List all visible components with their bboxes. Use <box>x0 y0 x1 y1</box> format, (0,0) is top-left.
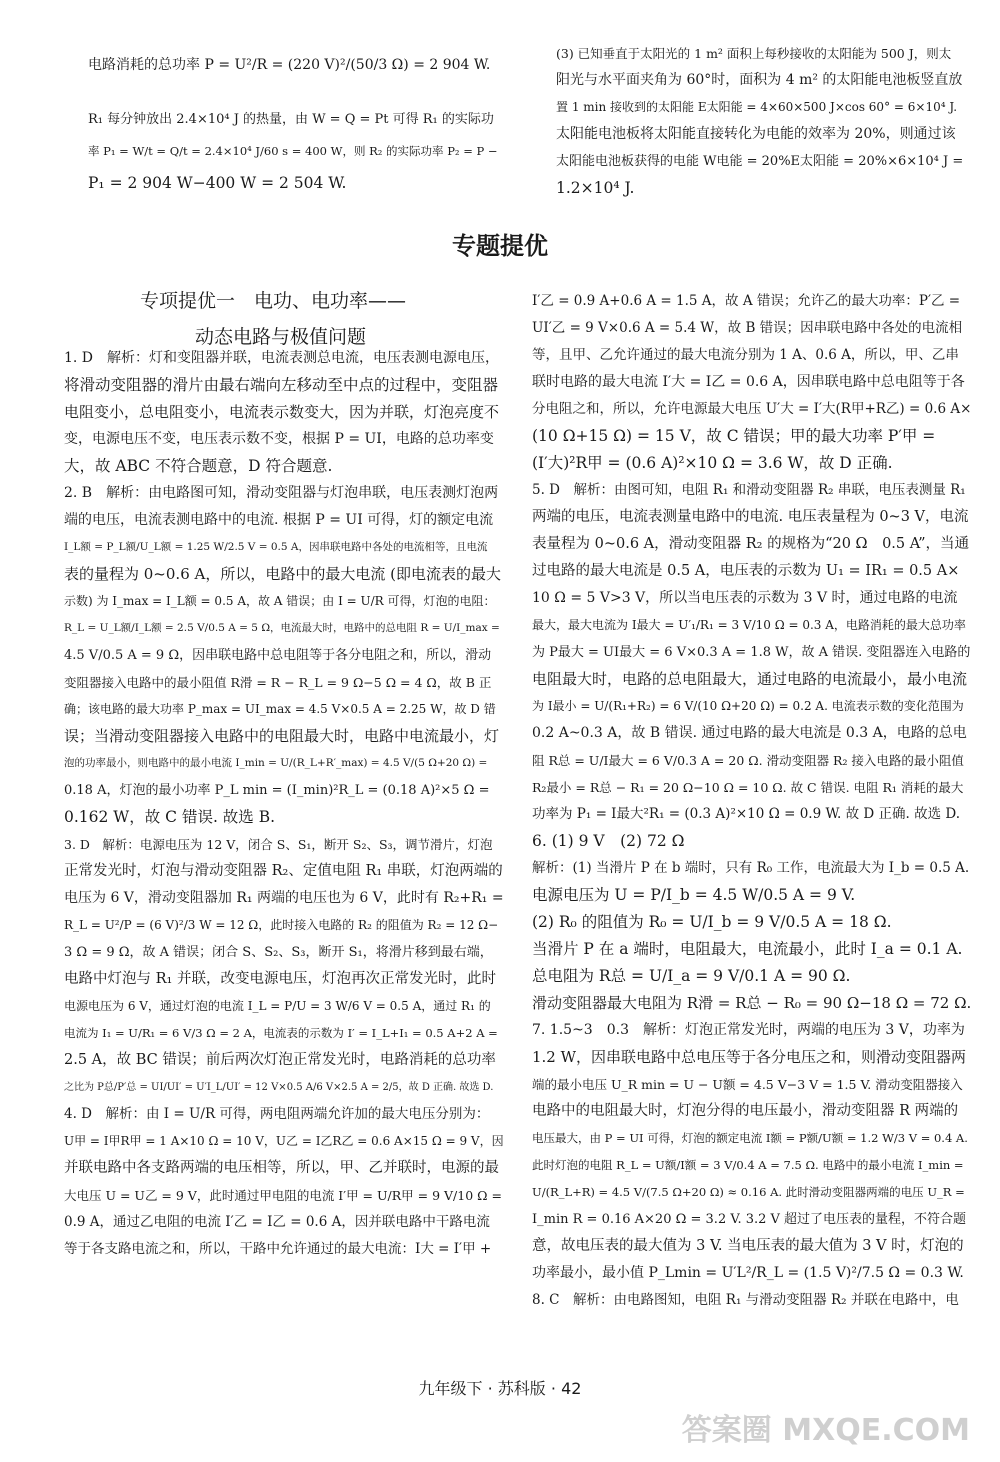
text-line: 电源电压为 U = P/I_b = 4.5 W/0.5 A = 9 V. <box>532 886 856 904</box>
text-line: 电阻变小，总电阻变小，电流表示数变大，因为并联，灯泡亮度不 <box>64 403 500 421</box>
watermark-logo: 答案圈 MXQE.COM <box>681 1413 970 1448</box>
text-line: 功率为 P₁ = I最大²R₁ = (0.3 A)²×10 Ω = 0.9 W. 故 D 正确. 故选 D. <box>532 806 960 822</box>
text-line: 为 P最大 = UI最大 = 6 V×0.3 A = 1.8 W，故 A 错误. 变阻器连入电路的 <box>532 645 971 660</box>
left-column-answers <box>64 345 504 1263</box>
text-line: 分电阻之和，所以，允许电源最大电压 U′大 = I′大(R甲+R乙) = 0.6 A× <box>532 401 972 417</box>
right-column-answers <box>532 288 972 1314</box>
text-line: (I′大)²R甲 = (0.6 A)²×10 Ω = 3.6 W，故 D 正确. <box>532 454 893 472</box>
text-line: 联时电路的最大电流 I′大 = I乙 = 0.6 A，因串联电路中总电阻等于各 <box>532 374 965 390</box>
text-line: 电压为 6 V，滑动变阻器加 R₁ 两端的电压也为 6 V，此时有 R₂+R₁ = <box>64 890 504 906</box>
text-line: 总电阻为 R总 = U/I_a = 9 V/0.1 A = 90 Ω. <box>532 967 851 985</box>
text-line: 解析：(1) 当滑片 P 在 b 端时，只有 R₀ 工作，电流最大为 I_b = 0.5 A. <box>532 860 970 876</box>
text-line: I′乙 = 0.9 A+0.6 A = 1.5 A，故 A 错误；允许乙的最大功率：P′乙 = <box>532 293 961 309</box>
text-line: 为 I最小 = U/(R₁+R₂) = 6 V/(10 Ω+20 Ω) = 0.2 A. 电流表示数的变化范围为 <box>532 699 964 713</box>
text-line: U甲 = I甲R甲 = 1 A×10 Ω = 10 V，U乙 = I乙R乙 = 0.6 A×15 Ω = 9 V，因 <box>64 1134 504 1148</box>
text-line: 最大，最大电流为 I最大 = U′₁/R₁ = 3 V/10 Ω = 0.3 A，电路消耗的最大总功率 <box>532 618 966 632</box>
text-line: 1.2×10⁴ J. <box>556 179 635 197</box>
text-line: 大电压 U = U乙 = 9 V，此时通过甲电阻的电流 I′甲 = U/R甲 = 9 V/10 Ω = <box>64 1188 502 1203</box>
text-line: 0.9 A，通过乙电阻的电流 I′乙 = I乙 = 0.6 A，因并联电路中干路电流 <box>64 1214 490 1230</box>
text-line: 等，且甲、乙允许通过的最大电流分别为 1 A、0.6 A，所以，甲、乙串 <box>532 347 959 363</box>
text-line: 意，故电压表的最大值为 3 V. 当电压表的最大值为 3 V 时，灯泡的 <box>532 1238 964 1254</box>
text-line: 6. (1) 9 V (2) 72 Ω <box>532 832 685 850</box>
text-line: 功率最小，最小值 P_Lmin = U′L²/R_L = (1.5 V)²/7.5 Ω = 0.3 W. <box>532 1265 964 1281</box>
text-line: 阻 R总 = U/I最大 = 6 V/0.3 A = 20 Ω. 滑动变阻器 R₂ 接入电路的最小阻值 <box>532 753 964 768</box>
text-line: 电路消耗的总功率 P = U²/R = (220 V)²/(50/3 Ω) = 2 904 W. <box>88 57 491 73</box>
text-line: 4.5 V/0.5 A = 9 Ω，因串联电路中总电阻等于各分电阻之和，所以，滑动 <box>64 648 492 663</box>
text-line: 电路中灯泡与 R₁ 并联，改变电源电压，灯泡再次正常发光时，此时 <box>64 971 496 987</box>
top-right-text <box>556 40 966 202</box>
text-line: 之比为 P总/P′总 = UI/UI′ = U′I_L/UI′ = 12 V×0.5 A/6 V×2.5 A = 2/5，故 D 正确. 故选 D. <box>64 1082 494 1093</box>
text-line: 示数) 为 I_max = I_L额 = 0.5 A，故 A 错误；由 I = U/R 可得，灯泡的电阻： <box>64 594 496 608</box>
text-line: 8. C 解析：由电路图知，电阻 R₁ 与滑动变阻器 R₂ 并联在电路中，电 <box>532 1292 959 1308</box>
text-line: R₁ 每分钟放出 2.4×10⁴ J 的热量，由 W = Q = Pt 可得 R₁ 的实际功 <box>88 112 494 127</box>
text-line: (10 Ω+15 Ω) = 15 V，故 C 错误；甲的最大功率 P′甲 = <box>532 427 936 445</box>
text-line: 10 Ω = 5 V>3 V，所以当电压表的示数为 3 V 时，通过电路的电流 <box>532 590 958 606</box>
text-line: (3) 已知垂直于太阳光的 1 m² 面积上每秒接收的太阳能为 500 J，则太 <box>556 46 952 61</box>
text-line: 电路中的电阻最大时，灯泡分得的电压最小，滑动变阻器 R 两端的 <box>532 1103 959 1119</box>
text-line: 大，故 ABC 不符合题意，D 符合题意. <box>64 457 333 475</box>
text-line: 2. B 解析：由电路图可知，滑动变阻器与灯泡串联，电压表测灯泡两 <box>64 485 499 501</box>
text-line: R_L = U_L额/I_L额 = 2.5 V/0.5 A = 5 Ω，电流最大时，电路中的总电阻 R = U/I_max = <box>64 622 500 634</box>
text-line: 2.5 A，故 BC 错误；前后两次灯泡正常发光时，电路消耗的总功率 <box>64 1052 496 1068</box>
text-line: 泡的功率最小，则电路中的最小电流 I_min = U/(R_L+R′_max) = 4.5 V/(5 Ω+20 Ω) = <box>64 757 488 769</box>
text-line: 端的电压，电流表测电路中的电流. 根据 P = UI 可得，灯的额定电流 <box>64 512 494 528</box>
text-line: 3. D 解析：电源电压为 12 V，闭合 S、S₁，断开 S₂、S₃，调节滑片，灯泡 <box>64 837 493 852</box>
text-line: 滑动变阻器最大电阻为 R滑 = R总 − R₀ = 90 Ω−18 Ω = 72 Ω. <box>532 994 972 1012</box>
text-line: 当滑片 P 在 a 端时，电阻最大，电流最小，此时 I_a = 0.1 A. <box>532 940 963 958</box>
text-line: 0.2 A~0.3 A，故 B 错误. 通过电路的最大电流是 0.3 A，电路的总电 <box>532 725 967 741</box>
text-line: 将滑动变阻器的滑片由最右端向左移动至中点的过程中，变阻器 <box>64 376 499 394</box>
section-subtitle-line1: 专项提优一 电功、电功率—— <box>140 290 407 312</box>
text-line: 1. D 解析：灯和变阻器并联，电流表测总电流，电压表测电源电压， <box>64 350 500 366</box>
text-line: (2) R₀ 的阻值为 R₀ = U/I_b = 9 V/0.5 A = 18 Ω. <box>532 913 892 931</box>
text-line: 表量程为 0~0.6 A，滑动变阻器 R₂ 的规格为“20 Ω 0.5 A”，当通 <box>532 536 969 552</box>
text-line: 3 Ω = 9 Ω，故 A 错误；闭合 S、S₂、S₃，断开 S₁，将滑片移到最右端， <box>64 945 493 960</box>
section-title: 专题提优 <box>452 232 548 260</box>
text-line: 7. 1.5~3 0.3 解析：灯泡正常发光时，两端的电压为 3 V，功率为 <box>532 1022 965 1038</box>
text-line: 5. D 解析：由图可知，电阻 R₁ 和滑动变阻器 R₂ 串联，电压表测量 R₁ <box>532 482 966 498</box>
text-line: 误；当滑动变阻器接入电路中的电阻最大时，电路中电流最小，灯 <box>64 727 500 745</box>
text-line: 变阻器接入电路中的最小阻值 R滑 = R − R_L = 9 Ω−5 Ω = 4 Ω，故 B 正 <box>64 675 492 690</box>
text-line: 电阻最大时，电路的总电阻最大，通过电路的电流最小，最小电流 <box>532 670 968 688</box>
text-line: 正常发光时，灯泡与滑动变阻器 R₂、定值电阻 R₁ 串联，灯泡两端的 <box>64 863 503 879</box>
text-line: 两端的电压，电流表测量电路中的电流. 电压表量程为 0~3 V，电流 <box>532 509 969 525</box>
text-line: 置 1 min 接收到的太阳能 E太阳能 = 4×60×500 J×cos 60° = 6×10⁴ J. <box>556 100 958 114</box>
text-line: 率 P₁ = W/t = Q/t = 2.4×10⁴ J/60 s = 400 W，则 R₂ 的实际功率 P₂ = P − <box>88 144 498 158</box>
text-line: 表的量程为 0~0.6 A，所以，电路中的最大电流 (即电流表的最大 <box>64 565 501 583</box>
text-line: 变，电源电压不变，电压表示数不变，根据 P = UI，电路的总功率变 <box>64 431 494 447</box>
text-line: UI′乙 = 9 V×0.6 A = 5.4 W，故 B 错误；因串联电路中各处的电流相 <box>532 320 963 336</box>
text-line: 0.18 A，灯泡的最小功率 P_L min = (I_min)²R_L = (0.18 A)²×5 Ω = <box>64 783 490 798</box>
text-line: 电源电压为 6 V，通过灯泡的电流 I_L = P/U = 3 W/6 V = 0.5 A，通过 R₁ 的 <box>64 999 491 1013</box>
text-line: 太阳能电池板将太阳能直接转化为电能的效率为 20%，则通过该 <box>556 126 956 142</box>
text-line: 电压最大，由 P = UI 可得，灯泡的额定电流 I额 = P额/U额 = 1.2 W/3 V = 0.4 A. <box>532 1131 968 1145</box>
text-line: I_min R = 0.16 A×20 Ω = 3.2 V. 3.2 V 超过了电压表的量程，不符合题 <box>532 1212 967 1227</box>
top-left-text <box>88 52 498 197</box>
text-line: 过电路的最大电流是 0.5 A，电压表的示数为 U₁ = IR₁ = 0.5 A× <box>532 563 960 579</box>
text-line: 0.162 W，故 C 错误. 故选 B. <box>64 808 276 826</box>
text-line: P₁ = 2 904 W−400 W = 2 504 W. <box>88 174 347 192</box>
text-line: 此时灯泡的电阻 R_L = U额/I额 = 3 V/0.4 A = 7.5 Ω. 电路中的最小电流 I_min = <box>532 1158 964 1172</box>
text-line: 电流为 I₁ = U/R₁ = 6 V/3 Ω = 2 A，电流表的示数为 I′ = I_L+I₁ = 0.5 A+2 A = <box>64 1026 498 1040</box>
text-line: 等于各支路电流之和，所以，干路中允许通过的最大电流：I大 = I′甲 + <box>64 1241 492 1257</box>
text-line: 阳光与水平面夹角为 60°时，面积为 4 m² 的太阳能电池板竖直放 <box>556 72 963 88</box>
text-line: 并联电路中各支路两端的电压相等，所以，甲、乙并联时，电源的最 <box>64 1160 499 1176</box>
text-line: 端的最小电压 U_R min = U − U额 = 4.5 V−3 V = 1.5 V. 滑动变阻器接入 <box>532 1077 963 1092</box>
text-line: R_L = U²/P = (6 V)²/3 W = 12 Ω，此时接入电路的 R₂ 的阻值为 R₂ = 12 Ω− <box>64 918 499 932</box>
page-footer: 九年级下 · 苏科版 · 42 <box>418 1379 582 1398</box>
section-subtitle-line2: 动态电路与极值问题 <box>195 326 367 348</box>
text-line: U/(R_L+R) = 4.5 V/(7.5 Ω+20 Ω) ≈ 0.16 A. 此时滑动变阻器两端的电压 U_R = <box>532 1185 965 1199</box>
text-line: I_L额 = P_L额/U_L额 = 1.25 W/2.5 V = 0.5 A，因串联电路中各处的电流相等，且电流 <box>64 541 488 553</box>
text-line: R₂最小 = R总 − R₁ = 20 Ω−10 Ω = 10 Ω. 故 C 错误. 电阻 R₁ 消耗的最大 <box>532 780 964 795</box>
text-line: 4. D 解析：由 I = U/R 可得，两电阻两端允许加的最大电压分别为： <box>64 1106 490 1122</box>
text-line: 1.2 W，因串联电路中总电压等于各分电压之和，则滑动变阻器两 <box>532 1048 967 1066</box>
text-line: 太阳能电池板获得的电能 W电能 = 20%E太阳能 = 20%×6×10⁴ J = <box>556 154 964 169</box>
text-line: 确；该电路的最大功率 P_max = UI_max = 4.5 V×0.5 A = 2.25 W，故 D 错 <box>64 702 496 716</box>
